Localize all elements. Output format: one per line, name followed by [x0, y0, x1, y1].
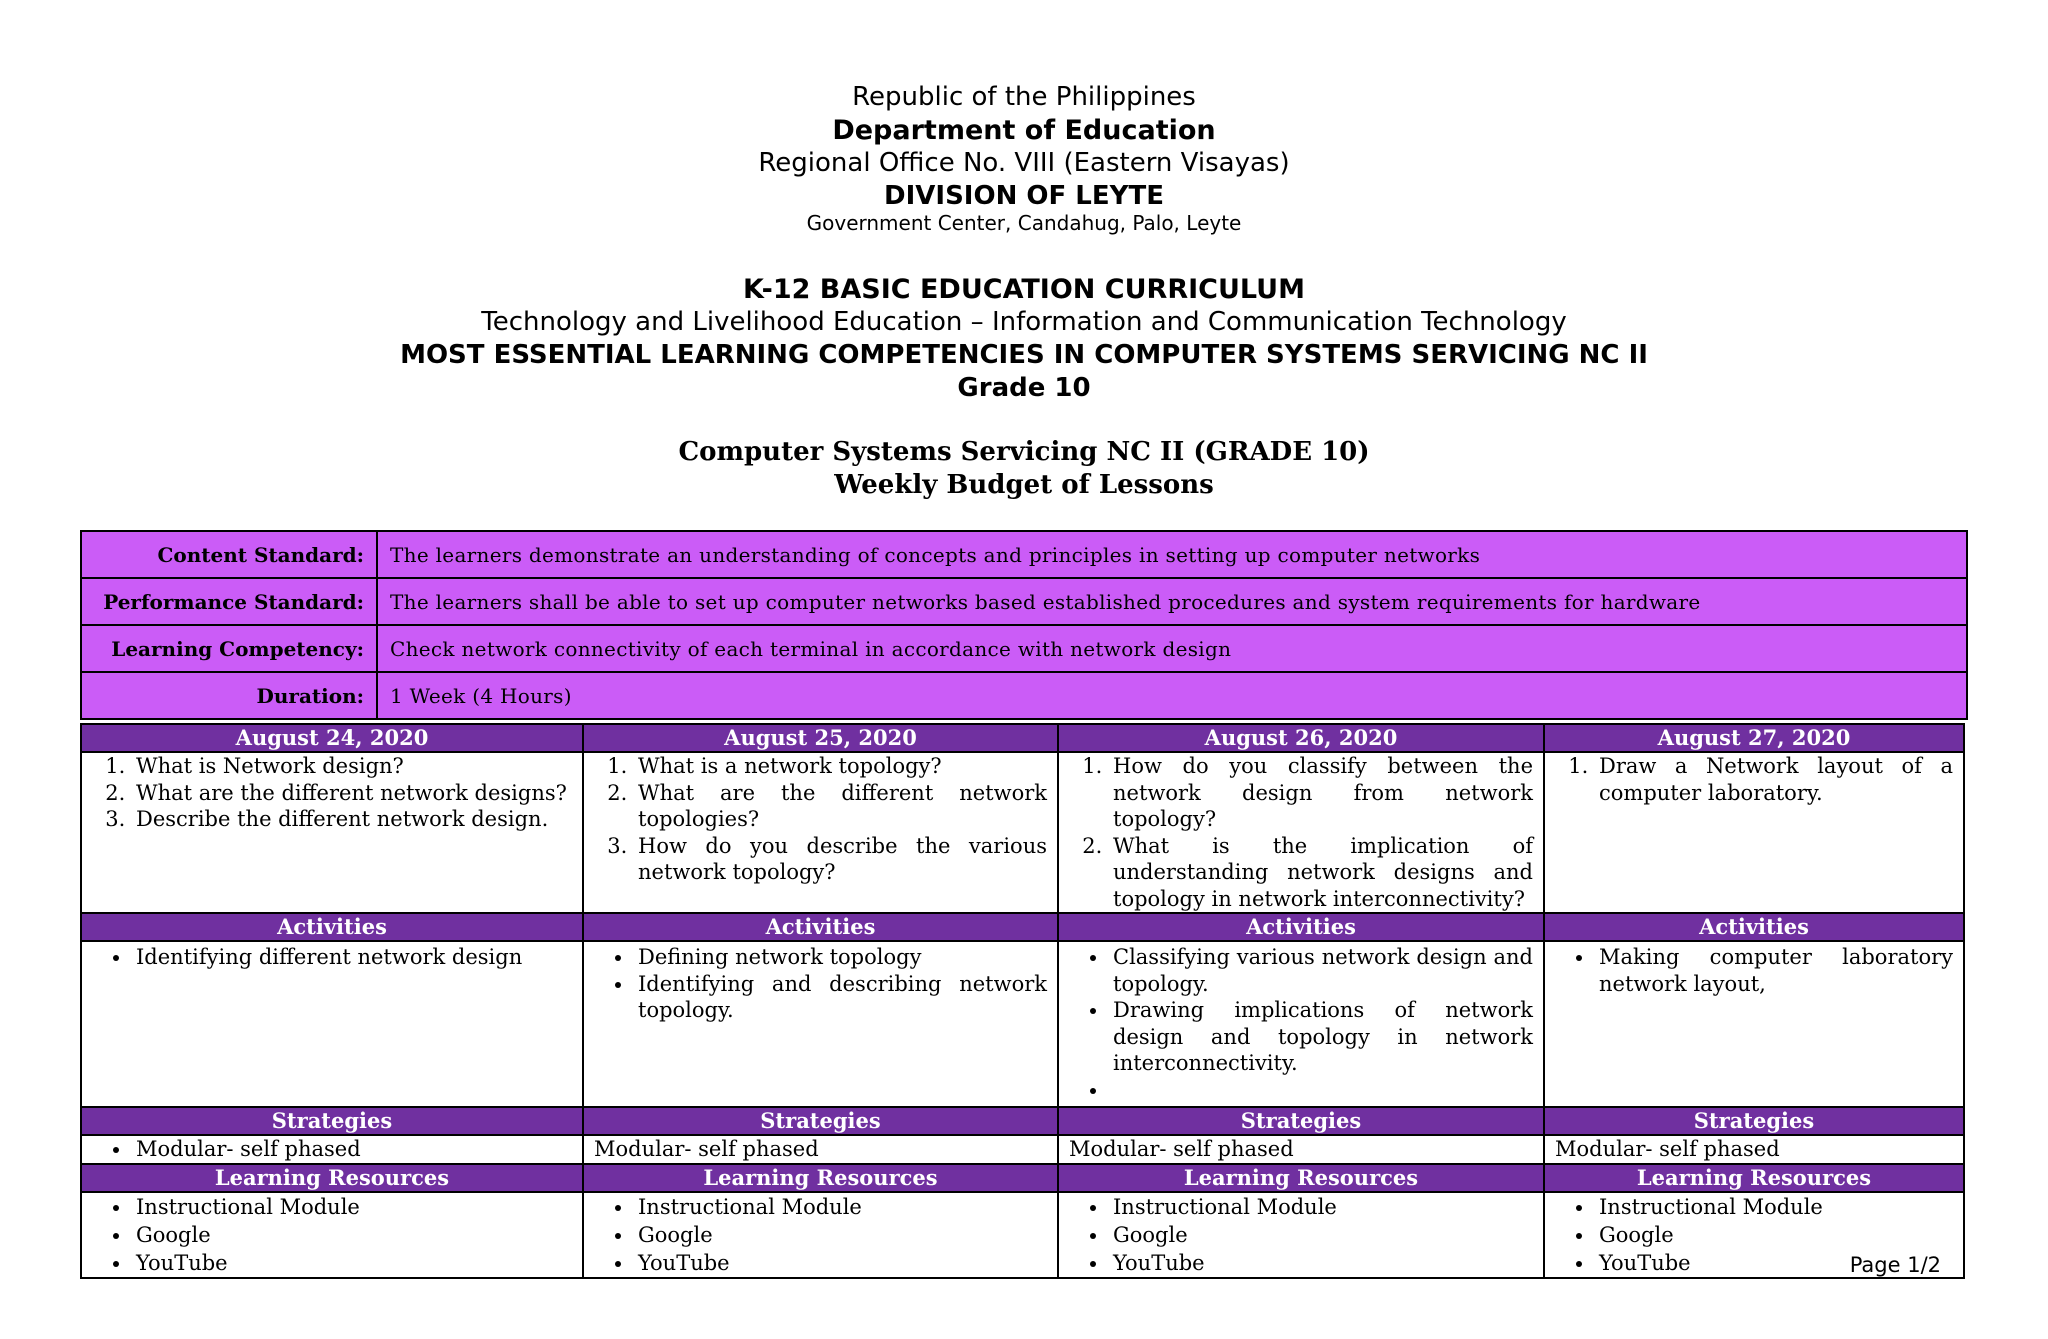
activities-header: Activities [1544, 913, 1964, 941]
strategies-row [81, 1135, 1964, 1164]
questions-cell [583, 752, 1058, 913]
resources-cell [81, 1192, 583, 1278]
strategies-header: Strategies [1544, 1107, 1964, 1135]
resource-item: • YouTube [634, 1249, 1047, 1277]
questions-row [81, 752, 1964, 913]
strategies-header: Strategies [1058, 1107, 1544, 1135]
question-item: 1. What is Network design? [132, 753, 572, 780]
activity-item: • Classifying various network design and topology. [1109, 944, 1533, 997]
activity-item: • Identifying different network design [132, 944, 572, 971]
question-item: 2. What are the different network topologies? [634, 780, 1047, 833]
resource-item: • YouTube [1595, 1249, 1953, 1277]
standard-value: The learners shall be able to set up computer networks based established procedures and system requirements for hardware [377, 578, 1967, 625]
activity-item: • Identifying and describing network topology. [634, 971, 1047, 1024]
questions-cell [1544, 752, 1964, 913]
activities-row [81, 941, 1964, 1107]
resources-header: Learning Resources [583, 1164, 1058, 1192]
standard-value: 1 Week (4 Hours) [377, 672, 1967, 719]
activity-item [1109, 1077, 1533, 1104]
activities-cell [81, 941, 583, 1107]
resource-item: • Instructional Module [1595, 1193, 1953, 1221]
strategies-header: Strategies [583, 1107, 1058, 1135]
date-header: August 27, 2020 [1544, 724, 1964, 752]
resources-cell [1058, 1192, 1544, 1278]
activities-cell [1544, 941, 1964, 1107]
resource-item: • Instructional Module [132, 1193, 572, 1221]
question-item: 1. What is a network topology? [634, 753, 1047, 780]
standard-label: Content Standard: [81, 531, 377, 578]
question-item: 2. What is the implication of understanding network designs and topology in network interconnectivity? [1109, 833, 1533, 913]
course-title: Computer Systems Servicing NC II (GRADE 10) [678, 437, 1370, 467]
resource-item: • YouTube [132, 1249, 572, 1277]
content-standard-row [81, 531, 1967, 578]
date-header-row [81, 724, 1964, 752]
strategy-item: • Modular- self phased [132, 1136, 572, 1163]
activity-item: • Drawing implications of network design and topology in network interconnectivity. [1109, 997, 1533, 1077]
standards-table [80, 530, 1968, 720]
activities-cell [583, 941, 1058, 1107]
resources-header-row [81, 1164, 1964, 1192]
question-item: 3. Describe the different network design. [132, 806, 572, 833]
standard-label: Learning Competency: [81, 625, 377, 672]
standard-value: The learners demonstrate an understanding of concepts and principles in setting up computer networks [377, 531, 1967, 578]
republic-line: Republic of the Philippines [852, 82, 1196, 112]
activities-header: Activities [583, 913, 1058, 941]
budget-title: Weekly Budget of Lessons [834, 470, 1214, 500]
standard-value: Check network connectivity of each terminal in accordance with network design [377, 625, 1967, 672]
strategy-cell: Modular- self phased [583, 1135, 1058, 1164]
resource-item: • Instructional Module [634, 1193, 1047, 1221]
learning-competency-row [81, 625, 1967, 672]
question-item: 1. Draw a Network layout of a computer laboratory. [1595, 753, 1953, 806]
curriculum-title: K-12 BASIC EDUCATION CURRICULUM [743, 274, 1305, 305]
weekly-lessons-table [80, 723, 1965, 1279]
strategy-cell [81, 1135, 583, 1164]
resources-header: Learning Resources [1544, 1164, 1964, 1192]
standard-label: Performance Standard: [81, 578, 377, 625]
subject-line: Technology and Livelihood Education – Information and Communication Technology [481, 307, 1567, 337]
resource-item: • Google [1109, 1221, 1533, 1249]
resources-row [81, 1192, 1964, 1278]
resource-item: • Google [1595, 1221, 1953, 1249]
duration-row [81, 672, 1967, 719]
resource-item: • Google [634, 1221, 1047, 1249]
grade-line: Grade 10 [957, 373, 1091, 403]
resources-header: Learning Resources [81, 1164, 583, 1192]
department-title: Department of Education [832, 115, 1216, 146]
resource-item: • Google [132, 1221, 572, 1249]
melc-title: MOST ESSENTIAL LEARNING COMPETENCIES IN COMPUTER SYSTEMS SERVICING NC II [400, 340, 1648, 370]
question-item: 3. How do you describe the various network topology? [634, 833, 1047, 886]
activities-cell [1058, 941, 1544, 1107]
activity-item: • Making computer laboratory network layout, [1595, 944, 1953, 997]
activity-item: • Defining network topology [634, 944, 1047, 971]
strategy-cell: Modular- self phased [1058, 1135, 1544, 1164]
address-line: Government Center, Candahug, Palo, Leyte [806, 211, 1242, 235]
activities-header: Activities [1058, 913, 1544, 941]
resource-item: • Instructional Module [1109, 1193, 1533, 1221]
region-line: Regional Office No. VIII (Eastern Visayas) [758, 148, 1290, 178]
activities-header: Activities [81, 913, 583, 941]
date-header: August 26, 2020 [1058, 724, 1544, 752]
resources-header: Learning Resources [1058, 1164, 1544, 1192]
question-item: 2. What are the different network designs? [132, 780, 572, 807]
question-item: 1. How do you classify between the network design from network topology? [1109, 753, 1533, 833]
resource-item: • YouTube [1109, 1249, 1533, 1277]
questions-cell [81, 752, 583, 913]
strategies-header: Strategies [81, 1107, 583, 1135]
date-header: August 24, 2020 [81, 724, 583, 752]
page-number: Page 1/2 [1849, 1253, 1941, 1277]
activities-header-row [81, 913, 1964, 941]
strategy-cell: Modular- self phased [1544, 1135, 1964, 1164]
performance-standard-row [81, 578, 1967, 625]
strategies-header-row [81, 1107, 1964, 1135]
standard-label: Duration: [81, 672, 377, 719]
resources-cell [583, 1192, 1058, 1278]
division-title: DIVISION OF LEYTE [884, 181, 1164, 211]
questions-cell [1058, 752, 1544, 913]
date-header: August 25, 2020 [583, 724, 1058, 752]
